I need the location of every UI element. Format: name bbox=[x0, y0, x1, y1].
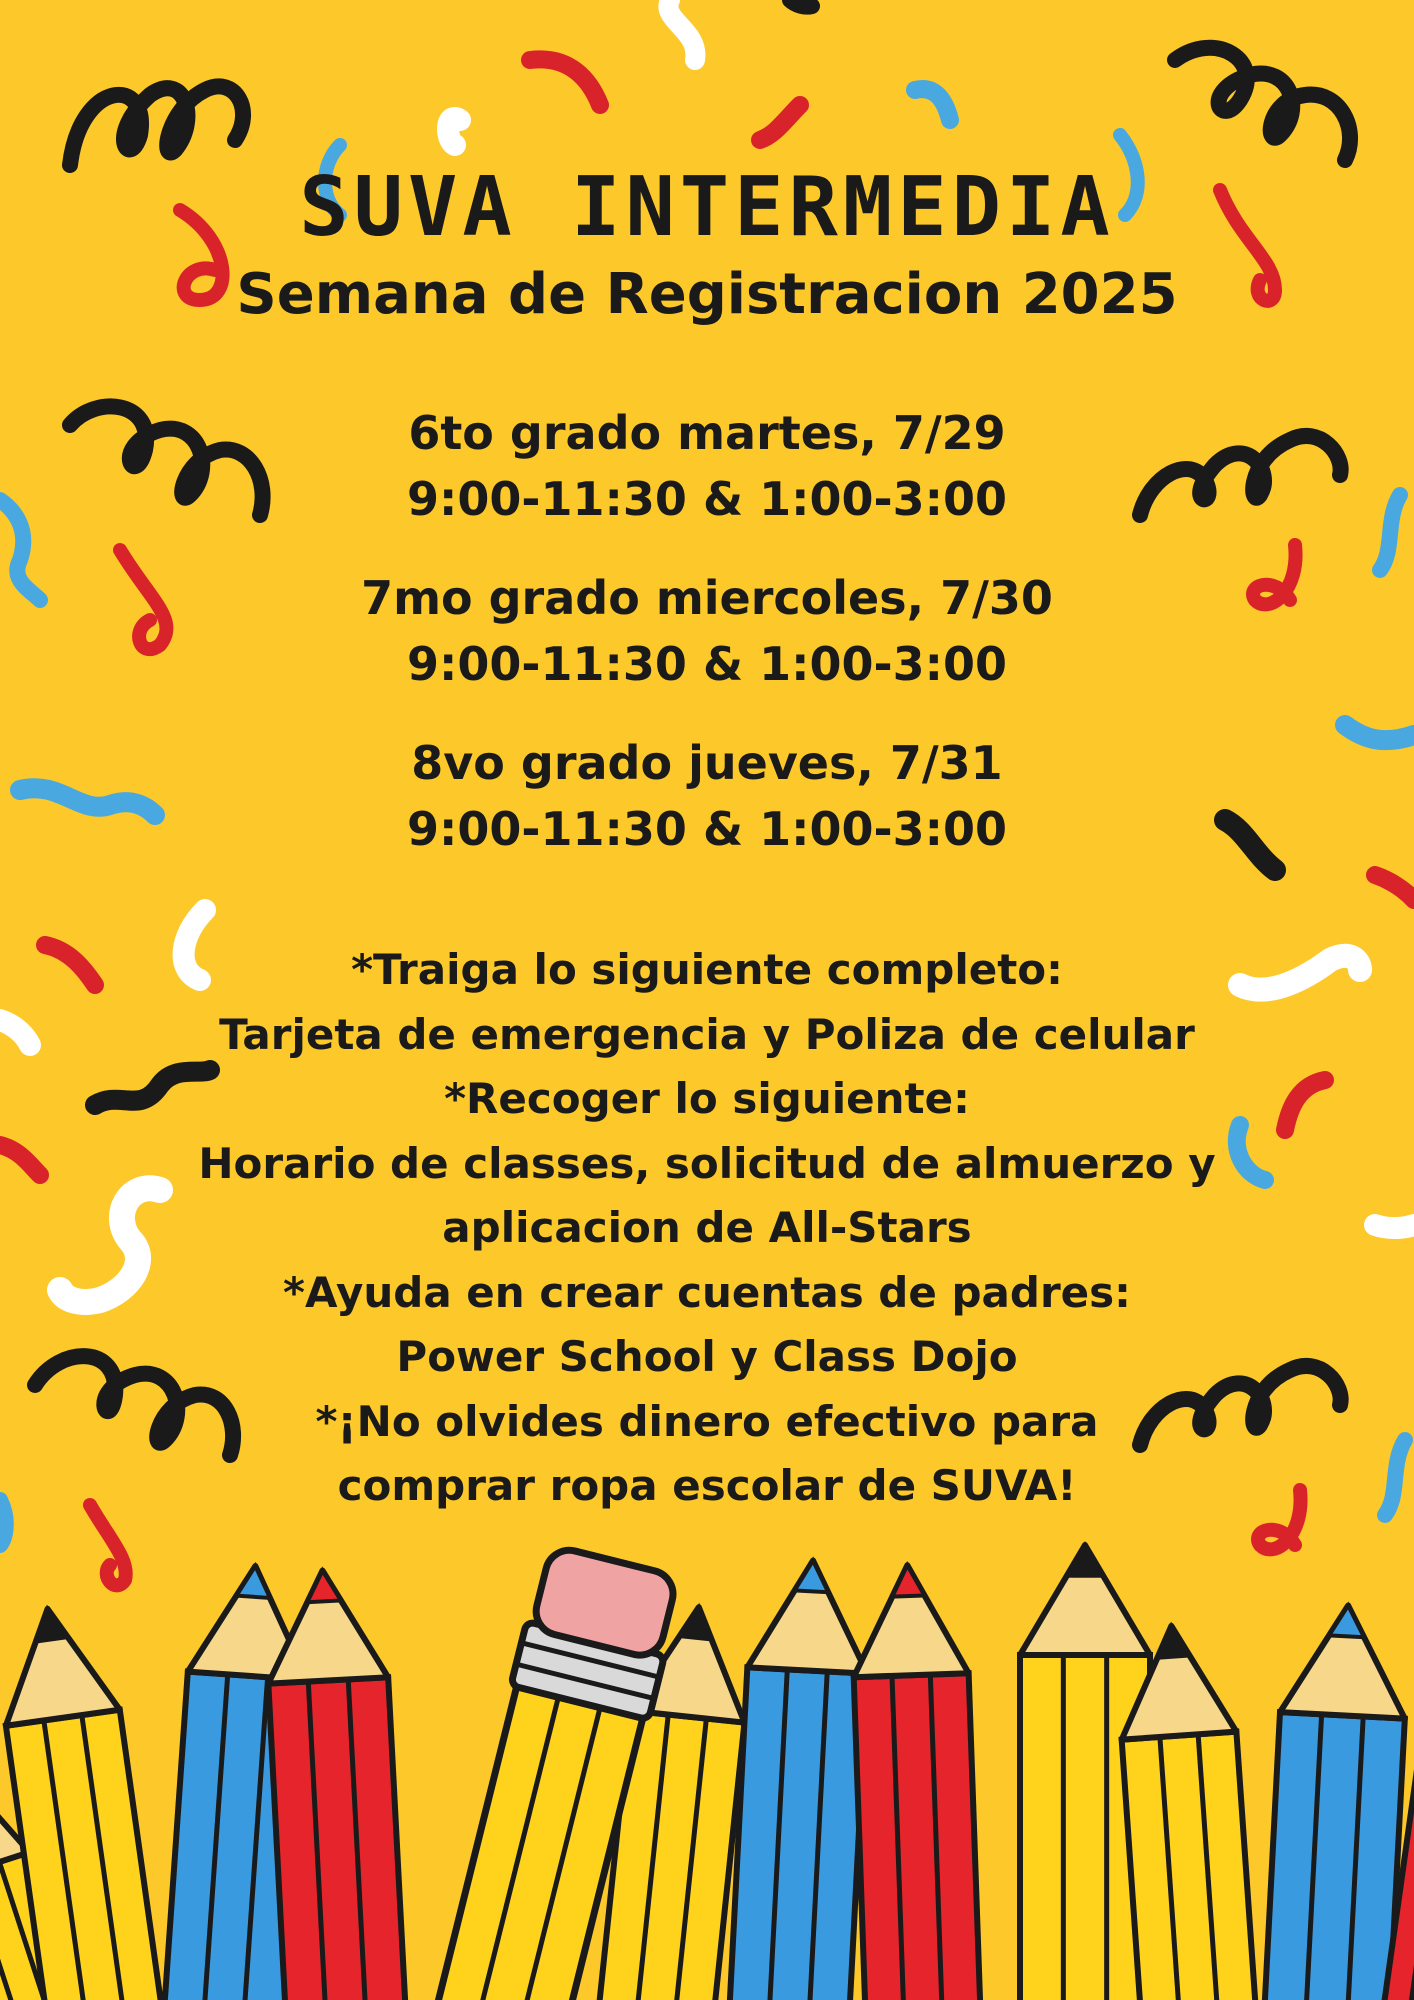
school-title: SUVA INTERMEDIA bbox=[299, 160, 1115, 255]
instruction-heading: *Recoger lo siguiente: bbox=[444, 1074, 970, 1123]
instruction-line: comprar ropa escolar de SUVA! bbox=[337, 1461, 1077, 1510]
confetti-squiggle-icon bbox=[790, 0, 812, 7]
registration-instructions bbox=[0, 938, 1414, 1519]
instruction-heading: *Traiga lo siguiente completo: bbox=[351, 945, 1063, 994]
instruction-line: Power School y Class Dojo bbox=[396, 1332, 1018, 1381]
schedule-8th-grade bbox=[0, 730, 1414, 862]
schedule-day: 8vo grado jueves, 7/31 bbox=[411, 736, 1003, 790]
event-subtitle: Semana de Registracion 2025 bbox=[236, 262, 1178, 327]
schedule-day: 6to grado martes, 7/29 bbox=[408, 406, 1006, 460]
schedule-6th-grade bbox=[0, 400, 1414, 532]
schedule-7th-grade bbox=[0, 565, 1414, 697]
schedule-hours: 9:00-11:30 & 1:00-3:00 bbox=[407, 802, 1007, 856]
confetti-squiggle-icon bbox=[760, 105, 800, 140]
confetti-squiggle-icon bbox=[448, 118, 460, 145]
confetti-squiggle-icon bbox=[530, 59, 600, 105]
confetti-squiggle-icon bbox=[668, 0, 695, 60]
pencil-icon bbox=[850, 1563, 984, 2000]
instruction-line: Horario de classes, solicitud de almuerzo y bbox=[198, 1138, 1216, 1188]
confetti-squiggle-icon bbox=[70, 86, 243, 165]
instruction-line: aplicacion de All-Stars bbox=[442, 1203, 972, 1252]
schedule-hours: 9:00-11:30 & 1:00-3:00 bbox=[407, 637, 1007, 691]
schedule-hours: 9:00-11:30 & 1:00-3:00 bbox=[407, 472, 1007, 526]
pencil-icon bbox=[1260, 1602, 1411, 2000]
confetti-squiggle-icon bbox=[915, 89, 950, 120]
pencil-icon bbox=[725, 1557, 873, 2000]
instruction-line: Tarjeta de emergencia y Poliza de celular bbox=[219, 1009, 1195, 1059]
confetti-squiggle-icon bbox=[1175, 48, 1350, 160]
instruction-heading: *Ayuda en crear cuentas de padres: bbox=[283, 1267, 1131, 1317]
confetti-squiggle-icon bbox=[1375, 875, 1414, 900]
pencils-decoration bbox=[0, 1530, 1414, 2000]
schedule-day: 7mo grado miercoles, 7/30 bbox=[361, 571, 1053, 625]
instruction-heading: *¡No olvides dinero efectivo para bbox=[315, 1396, 1099, 1446]
